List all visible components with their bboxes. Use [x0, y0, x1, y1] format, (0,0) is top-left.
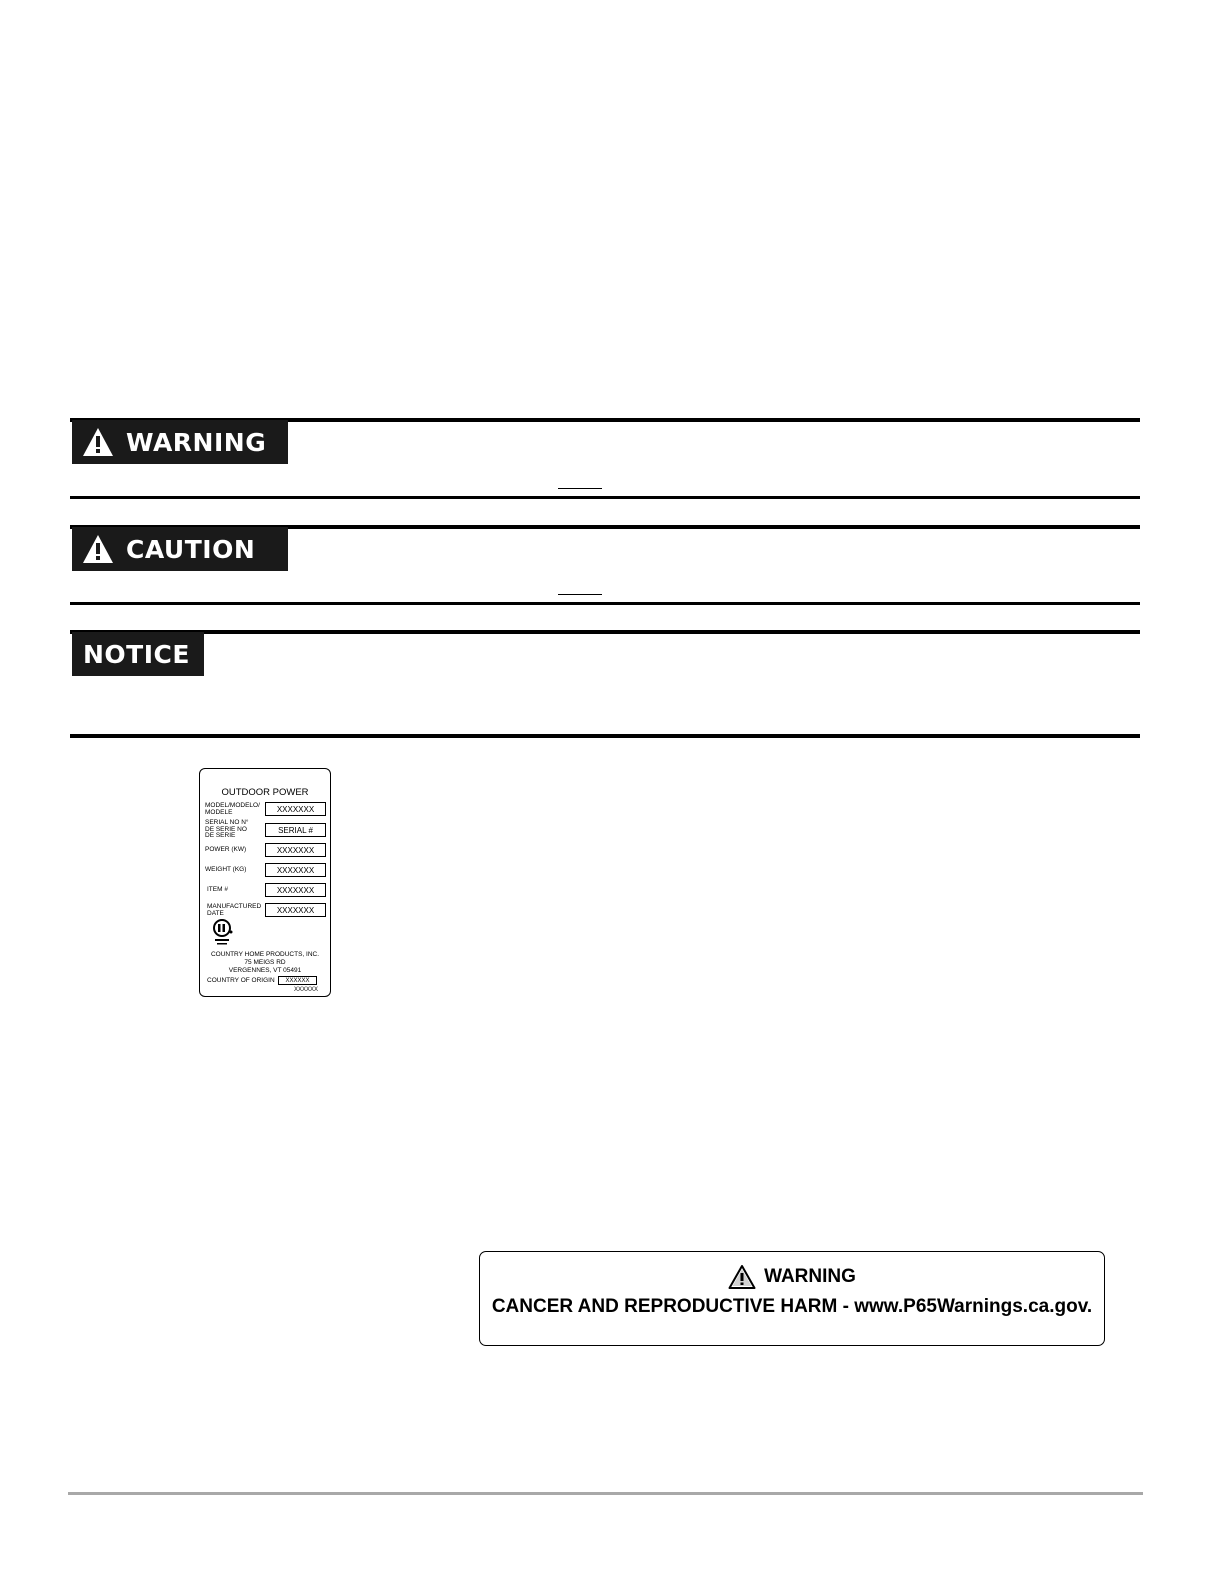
notice-signal-word: NOTICE: [83, 639, 190, 669]
plate-value-serial: SERIAL #: [265, 823, 326, 837]
footer-rule: [68, 1492, 1143, 1495]
plate-street: 75 MEIGS RD: [244, 959, 286, 966]
plate-label-model: MODEL/MODELO/ MODELE: [205, 802, 260, 816]
prop65-heading: WARNING: [764, 1266, 856, 1287]
plate-value-model: XXXXXXX: [265, 802, 326, 816]
plate-label-serial: SERIAL NO N° DE SERIE NO DE SERIE: [205, 819, 249, 839]
certification-mark-icon: [212, 919, 234, 947]
rating-plate: [199, 768, 331, 997]
notice-bottom-rule: [70, 734, 1140, 738]
caution-triangle-icon: [82, 533, 114, 565]
warning-signal-word: WARNING: [126, 427, 267, 457]
warning-triangle-icon: [728, 1264, 756, 1290]
plate-label-date: MANUFACTURED DATE: [207, 903, 262, 917]
notice-top-rule: [70, 630, 1140, 634]
prop65-message: CANCER AND REPRODUCTIVE HARM - www.P65Warnings.ca.gov.: [491, 1296, 1093, 1317]
warning-signal-panel: [72, 420, 288, 464]
plate-value-item: XXXXXXX: [265, 883, 326, 897]
plate-city: VERGENNES, VT 05491: [228, 967, 302, 974]
plate-value-weight: XXXXXXX: [265, 863, 326, 877]
plate-value-date: XXXXXXX: [265, 903, 326, 917]
plate-origin-value: XXXXXX: [278, 976, 317, 985]
plate-code: XXXXXX: [293, 987, 318, 993]
plate-value-power: XXXXXXX: [265, 843, 326, 857]
warning-underline: [558, 488, 602, 489]
plate-company: COUNTRY HOME PRODUCTS, INC.: [210, 951, 320, 958]
plate-label-item: ITEM #: [207, 886, 228, 893]
caution-signal-panel: [72, 527, 288, 571]
plate-label-weight: WEIGHT (KG): [205, 866, 247, 873]
prop65-heading-row: [480, 1264, 1104, 1290]
caution-underline: [558, 594, 602, 595]
plate-origin-label: COUNTRY OF ORIGIN: [207, 977, 275, 984]
caution-signal-word: CAUTION: [126, 534, 256, 564]
prop65-warning-box: [479, 1251, 1105, 1346]
caution-bottom-rule: [70, 602, 1140, 605]
notice-signal-panel: [72, 632, 204, 676]
plate-label-power: POWER (KW): [205, 846, 247, 853]
warning-triangle-icon: [82, 426, 114, 458]
warning-bottom-rule: [70, 496, 1140, 499]
plate-title: OUTDOOR POWER: [221, 787, 309, 798]
